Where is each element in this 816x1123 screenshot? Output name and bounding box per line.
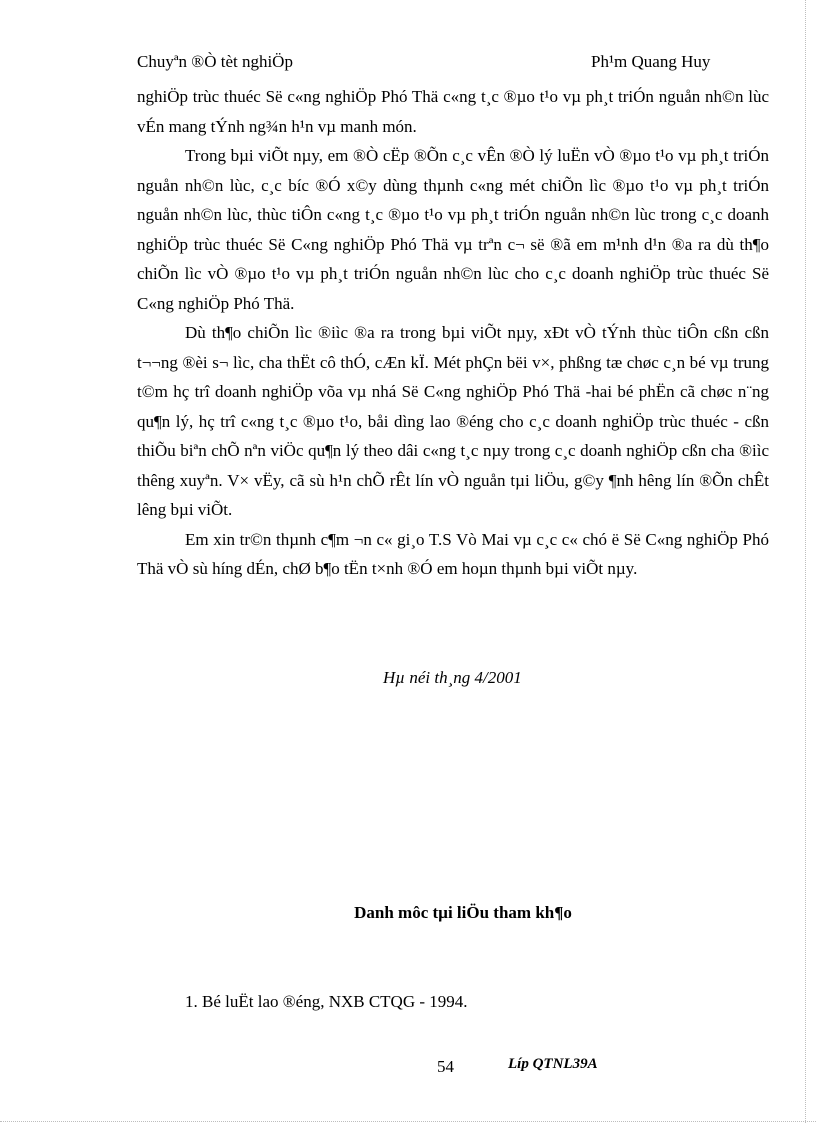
paragraph: Trong bµi viÕt nµy, em ®Ò cËp ®Õn c¸c vÊn ®Ò lý luËn vÒ ®µo t¹o vµ ph¸t triÓn nguån nh©n lùc, c¸c bíc ®Ó x©y dùng thµnh c«ng mét chiÕn lìc ®µo t¹o vµ ph¸t triÓn nguån nh©n lùc, thùc tiÔn c«ng t¸c ®µo t¹o vµ ph¸t triÓn nguån nh©n lùc trong c¸c doanh nghiÖp trùc thuéc Së C«ng nghiÖp Phó Thä vµ trªn c¬ së ®ã em m¹nh d¹n ®a ra dù th¶o chiÕn lìc vÒ ®µo t¹o vµ ph¸t triÓn nguån nh©n lùc cho c¸c doanh nghiÖp trùc thuéc Së C«ng nghiÖp Phó Thä. bbox=[137, 146, 769, 313]
dateline: Hµ néi th¸ng 4/2001 bbox=[383, 668, 522, 687]
paragraph: Em xin tr©n thµnh c¶m ¬n c« gi¸o T.S Vò Mai vµ c¸c c« chó ë Së C«ng nghiÖp Phó Thä vÒ sù híng dÉn, chØ b¶o tËn t×nh ®Ó em hoµn thµnh bµi viÕt nµy. bbox=[137, 529, 769, 578]
paragraph-continuation: nghiÖp trùc thuéc Së c«ng nghiÖp Phó Thä c«ng t¸c ®µo t¹o vµ ph¸t triÓn nguån nh©n lùc vÉn mang tÝnh ng¾n h¹n vµ manh món. bbox=[137, 87, 769, 136]
paragraph: Dù th¶o chiÕn lìc ®iìc ®a ra trong bµi viÕt nµy, xÐt vÒ tÝnh thùc tiÔn cßn cßn t¬¬ng ®èi s¬ lìc, cha thËt cô thÓ, cÆn kÏ. Mét phÇn bëi v×, phßng tæ chøc c¸n bé vµ trung t©m hç trî doanh nghiÖp võa vµ nhá Së C«ng nghiÖp Phó Thä -hai bé phËn cã chøc n¨ng qu¶n lý, hç trî c«ng t¸c ®µo t¹o, båi dìng lao ®éng cho c¸c doanh nghiÖp trùc thuéc - cßn thiÕu biªn chÕ nªn viÖc qu¶n lý theo dâi c«ng t¸c nµy trong c¸c doanh nghiÖp cßn cha ®iìc thêng xuyªn. V× vËy, cã sù h¹n chÕ rÊt lín vÒ nguån tµi liÖu, g©y ¶nh hêng lín ®Õn chÊt lêng bµi viÕt. bbox=[137, 323, 769, 519]
page-border-bottom bbox=[0, 1121, 816, 1122]
header-thesis-title: Chuyªn ®Ò tèt nghiÖp bbox=[137, 52, 293, 71]
reference-item: 1. Bé luËt lao ®éng, NXB CTQG - 1994. bbox=[185, 992, 468, 1011]
footer-class-code: Líp QTNL39A bbox=[508, 1056, 598, 1072]
references-heading: Danh môc tµi liÖu tham kh¶o bbox=[354, 903, 572, 922]
body-text bbox=[137, 82, 769, 584]
header-author-name: Ph¹m Quang Huy bbox=[591, 52, 711, 71]
page-number: 54 bbox=[437, 1057, 454, 1076]
page-border-right bbox=[805, 0, 806, 1123]
